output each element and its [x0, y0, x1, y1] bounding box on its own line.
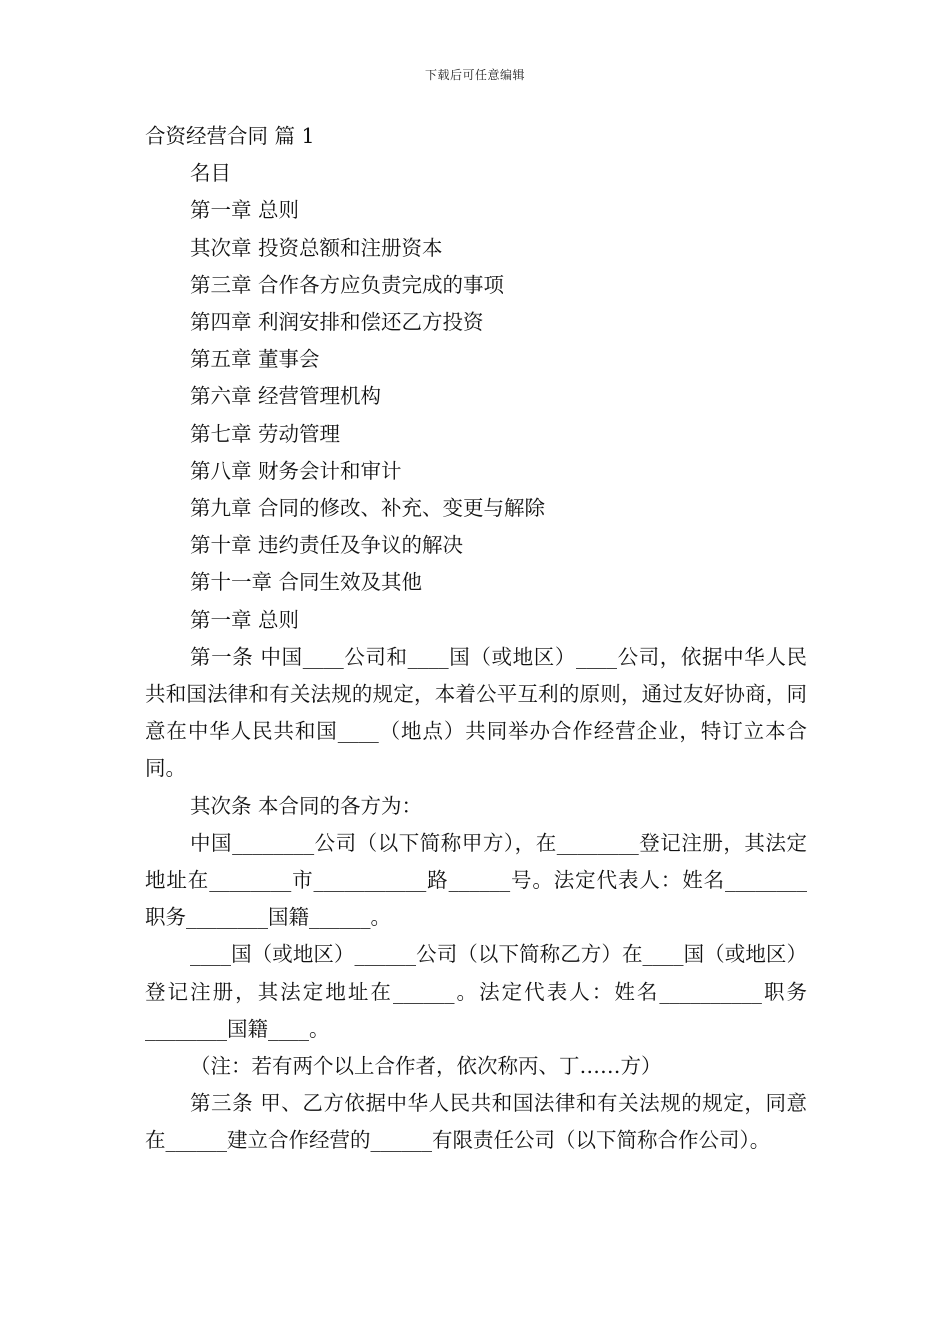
toc-item: 第一章 总则: [190, 198, 300, 223]
document-body: [145, 118, 807, 1160]
toc-item: 第五章 董事会: [190, 347, 320, 372]
article-paragraph: 其次条 本合同的各方为：: [190, 793, 423, 818]
toc-item: 第七章 劳动管理: [190, 421, 341, 446]
document-title: 合资经营合同 篇 1: [145, 124, 315, 148]
toc-item: 第八章 财务会计和审计: [190, 458, 402, 483]
article-paragraph: 第三条 甲、乙方依据中华人民共和国法律和有关法规的规定，同意在______建立合作经营的______有限责任公司（以下简称合作公司）。: [145, 1091, 807, 1153]
toc-heading: 名目: [190, 161, 231, 186]
toc-item: 第六章 经营管理机构: [190, 384, 382, 409]
toc-item: 其次章 投资总额和注册资本: [190, 235, 443, 260]
table-of-contents: [145, 192, 807, 601]
article-paragraph: ____国（或地区）______公司（以下简称乙方）在____国（或地区）登记注册，其法定地址在______。法定代表人：姓名__________职务________国籍____。: [145, 942, 807, 1041]
article-paragraph: 第一条 中国____公司和____国（或地区）____公司，依据中华人民共和国法律和有关法规的规定，本着公平互利的原则，通过友好协商，同意在中华人民共和国____（地点）共同举办合作经营企业，特订立本合同。: [145, 644, 807, 781]
chapter-heading: 第一章 总则: [190, 607, 300, 632]
article-paragraph: 中国________公司（以下简称甲方），在________登记注册，其法定地址在________市___________路______号。法定代表人：姓名________职务________国籍______。: [145, 830, 807, 930]
toc-item: 第三章 合作各方应负责完成的事项: [190, 272, 505, 297]
toc-item: 第四章 利润安排和偿还乙方投资: [190, 310, 484, 335]
header-note: 下载后可任意编辑: [424, 68, 525, 82]
note-paragraph: （注：若有两个以上合作者，依次称丙、丁……方）: [190, 1054, 662, 1079]
toc-item: 第九章 合同的修改、补充、变更与解除: [190, 496, 546, 521]
toc-item: 第十一章 合同生效及其他: [190, 570, 423, 595]
toc-item: 第十章 违约责任及争议的解决: [190, 533, 464, 558]
